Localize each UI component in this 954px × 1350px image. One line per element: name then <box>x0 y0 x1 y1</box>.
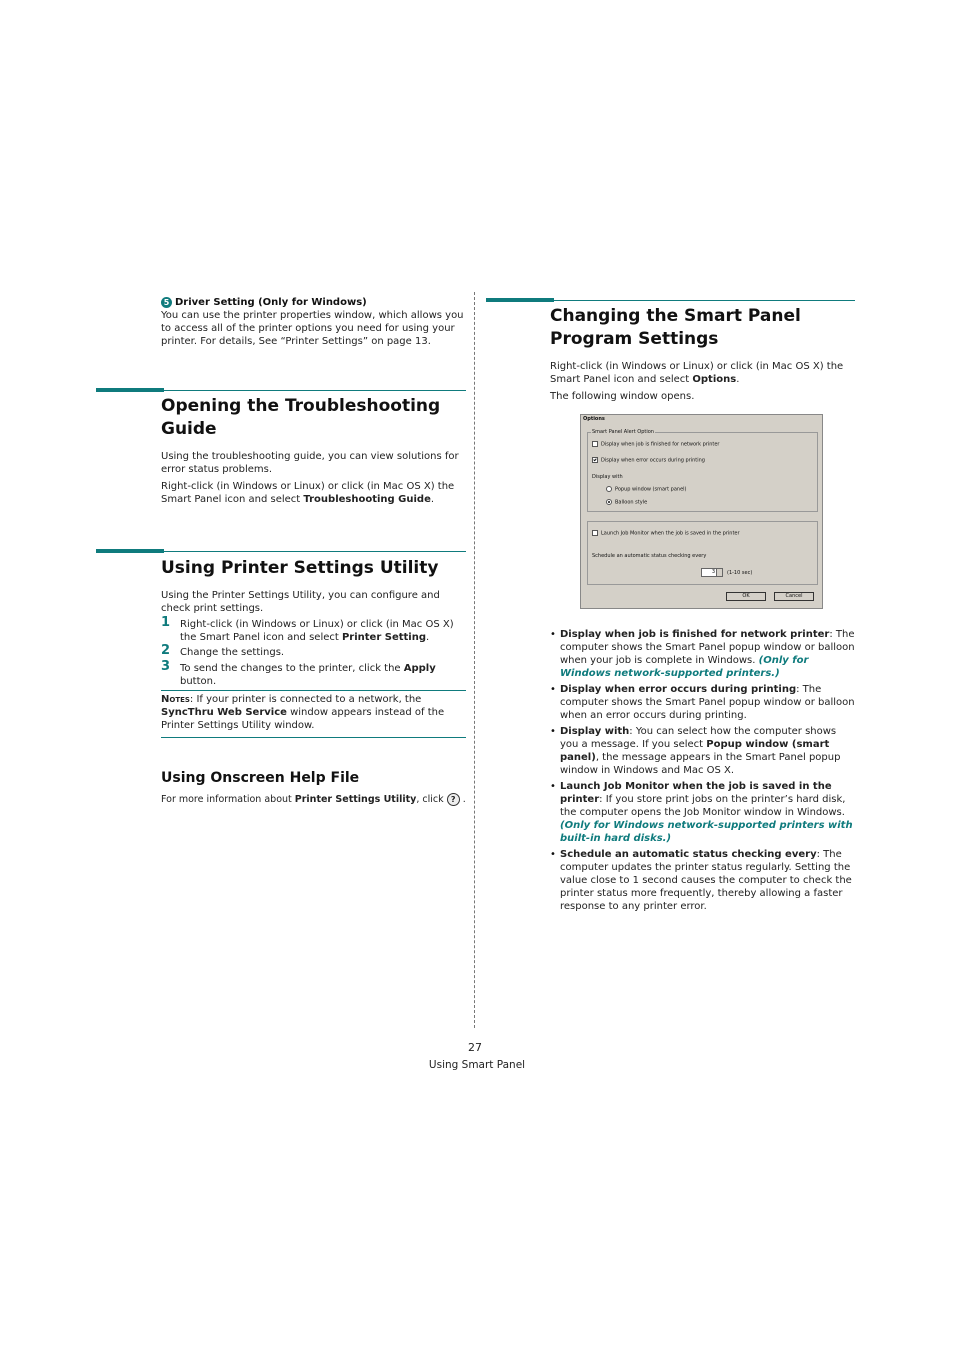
section-rule-accent <box>96 549 164 553</box>
checkbox[interactable] <box>592 441 598 447</box>
list-item: • Launch Job Monitor when the job is saved in the printer: If you store print jobs on the printer’s hard disk, the computer opens the Job Monitor window in Windows. (Only for Windows network-supported printers with built-in hard disks.) <box>550 780 855 845</box>
step-number: 1 <box>161 615 171 630</box>
footer-section-title: Using Smart Panel <box>428 1059 526 1071</box>
display-with-label: Display with <box>592 474 623 480</box>
smart-panel-settings-title: Changing the Smart Panel Program Settings <box>550 306 801 349</box>
driver-setting-body: You can use the printer properties window, which allows you to access all of the printer options you need for using your printer. For details, See “Printer Settings” on page 13. <box>161 310 464 347</box>
radio-popup[interactable]: Popup window (smart panel) <box>606 486 686 493</box>
step-text: Change the settings. <box>180 647 285 658</box>
section-rule-accent <box>96 388 164 392</box>
job-monitor-group <box>587 521 818 585</box>
notes-label: Notes <box>161 694 190 705</box>
column-divider <box>474 292 475 1028</box>
alert-option-group <box>587 429 818 512</box>
smart-panel-settings-body <box>550 360 850 403</box>
cancel-button[interactable]: Cancel <box>774 592 814 601</box>
section-rule <box>164 390 466 391</box>
step-text: To send the changes to the printer, click the Apply button. <box>180 663 436 687</box>
smart-panel-para2: The following window opens. <box>550 391 695 402</box>
radio-button[interactable] <box>606 486 612 492</box>
step-number: 3 <box>161 659 171 674</box>
troubleshooting-body <box>161 450 461 506</box>
step-text: Right-click (in Windows or Linux) or click (in Mac OS X) the Smart Panel icon and select Printer Setting. <box>180 619 454 643</box>
psu-intro: Using the Printer Settings Utility, you can configure and check print settings. <box>161 590 440 614</box>
alert-option-legend: Smart Panel Alert Option <box>592 429 654 435</box>
opt-launch[interactable]: Launch Job Monitor when the job is saved in the printer <box>592 530 740 537</box>
troubleshooting-para1: Using the troubleshooting guide, you can view solutions for error status problems. <box>161 451 459 475</box>
spinner-arrows-icon[interactable] <box>716 569 722 576</box>
step-5-icon: 5 <box>161 297 172 308</box>
notes-block: Notes: If your printer is connected to a network, the SyncThru Web Service window appears instead of the Printer Settings Utility window. <box>161 694 445 731</box>
list-item: • Display when job is finished for network printer: The computer shows the Smart Panel popup window or balloon when your job is complete in Windows. (Only for Windows network-supported printers.) <box>550 628 855 680</box>
dialog-title: Options <box>582 416 821 424</box>
options-bullet-list <box>550 628 855 916</box>
notes-rule-bottom <box>161 737 466 738</box>
checkbox-checked[interactable] <box>592 457 598 463</box>
help-file-text: For more information about Printer Settings Utility, click ? . <box>161 794 466 805</box>
troubleshooting-para2: Right-click (in Windows or Linux) or click (in Mac OS X) the Smart Panel icon and select Troubleshooting Guide. <box>161 481 455 505</box>
help-file-title: Using Onscreen Help File <box>161 770 360 786</box>
notes-rule-top <box>161 690 466 691</box>
schedule-label: Schedule an automatic status checking every <box>592 553 707 559</box>
interval-spinner[interactable]: 3 <box>701 568 723 577</box>
page-number: 27 <box>468 1041 482 1054</box>
section-rule <box>164 551 466 552</box>
interval-unit: (1-10 sec) <box>727 570 753 576</box>
opt-error[interactable]: Display when error occurs during printing <box>592 457 705 464</box>
checkbox[interactable] <box>592 530 598 536</box>
radio-button-selected[interactable] <box>606 499 612 505</box>
options-dialog <box>580 414 823 609</box>
opt-finished[interactable]: Display when job is finished for network printer <box>592 441 719 448</box>
driver-setting-heading: Driver Setting (Only for Windows) <box>175 297 367 308</box>
ok-button[interactable]: OK <box>726 592 766 601</box>
step-number: 2 <box>161 643 171 658</box>
help-icon[interactable]: ? <box>447 793 460 806</box>
troubleshooting-title: Opening the Troubleshooting Guide <box>161 396 441 439</box>
radio-balloon[interactable]: Balloon style <box>606 499 647 506</box>
list-item: • Display when error occurs during printing: The computer shows the Smart Panel popup window or balloon when an error occurs during printing. <box>550 683 855 722</box>
section-rule <box>554 300 855 301</box>
section-rule-accent <box>486 298 554 302</box>
list-item: • Schedule an automatic status checking every: The computer updates the printer status regularly. Setting the value close to 1 second causes the computer to check the printer status more frequently, thereby allowing a faster response to any printer error. <box>550 848 855 913</box>
smart-panel-para1: Right-click (in Windows or Linux) or click (in Mac OS X) the Smart Panel icon and select Options. <box>550 361 844 385</box>
driver-setting-block <box>161 296 467 348</box>
list-item: • Display with: You can select how the computer shows you a message. If you select Popup window (smart panel), the message appears in the Smart Panel popup window in Windows and Mac OS X. <box>550 725 855 777</box>
printer-settings-utility-title: Using Printer Settings Utility <box>161 558 439 578</box>
